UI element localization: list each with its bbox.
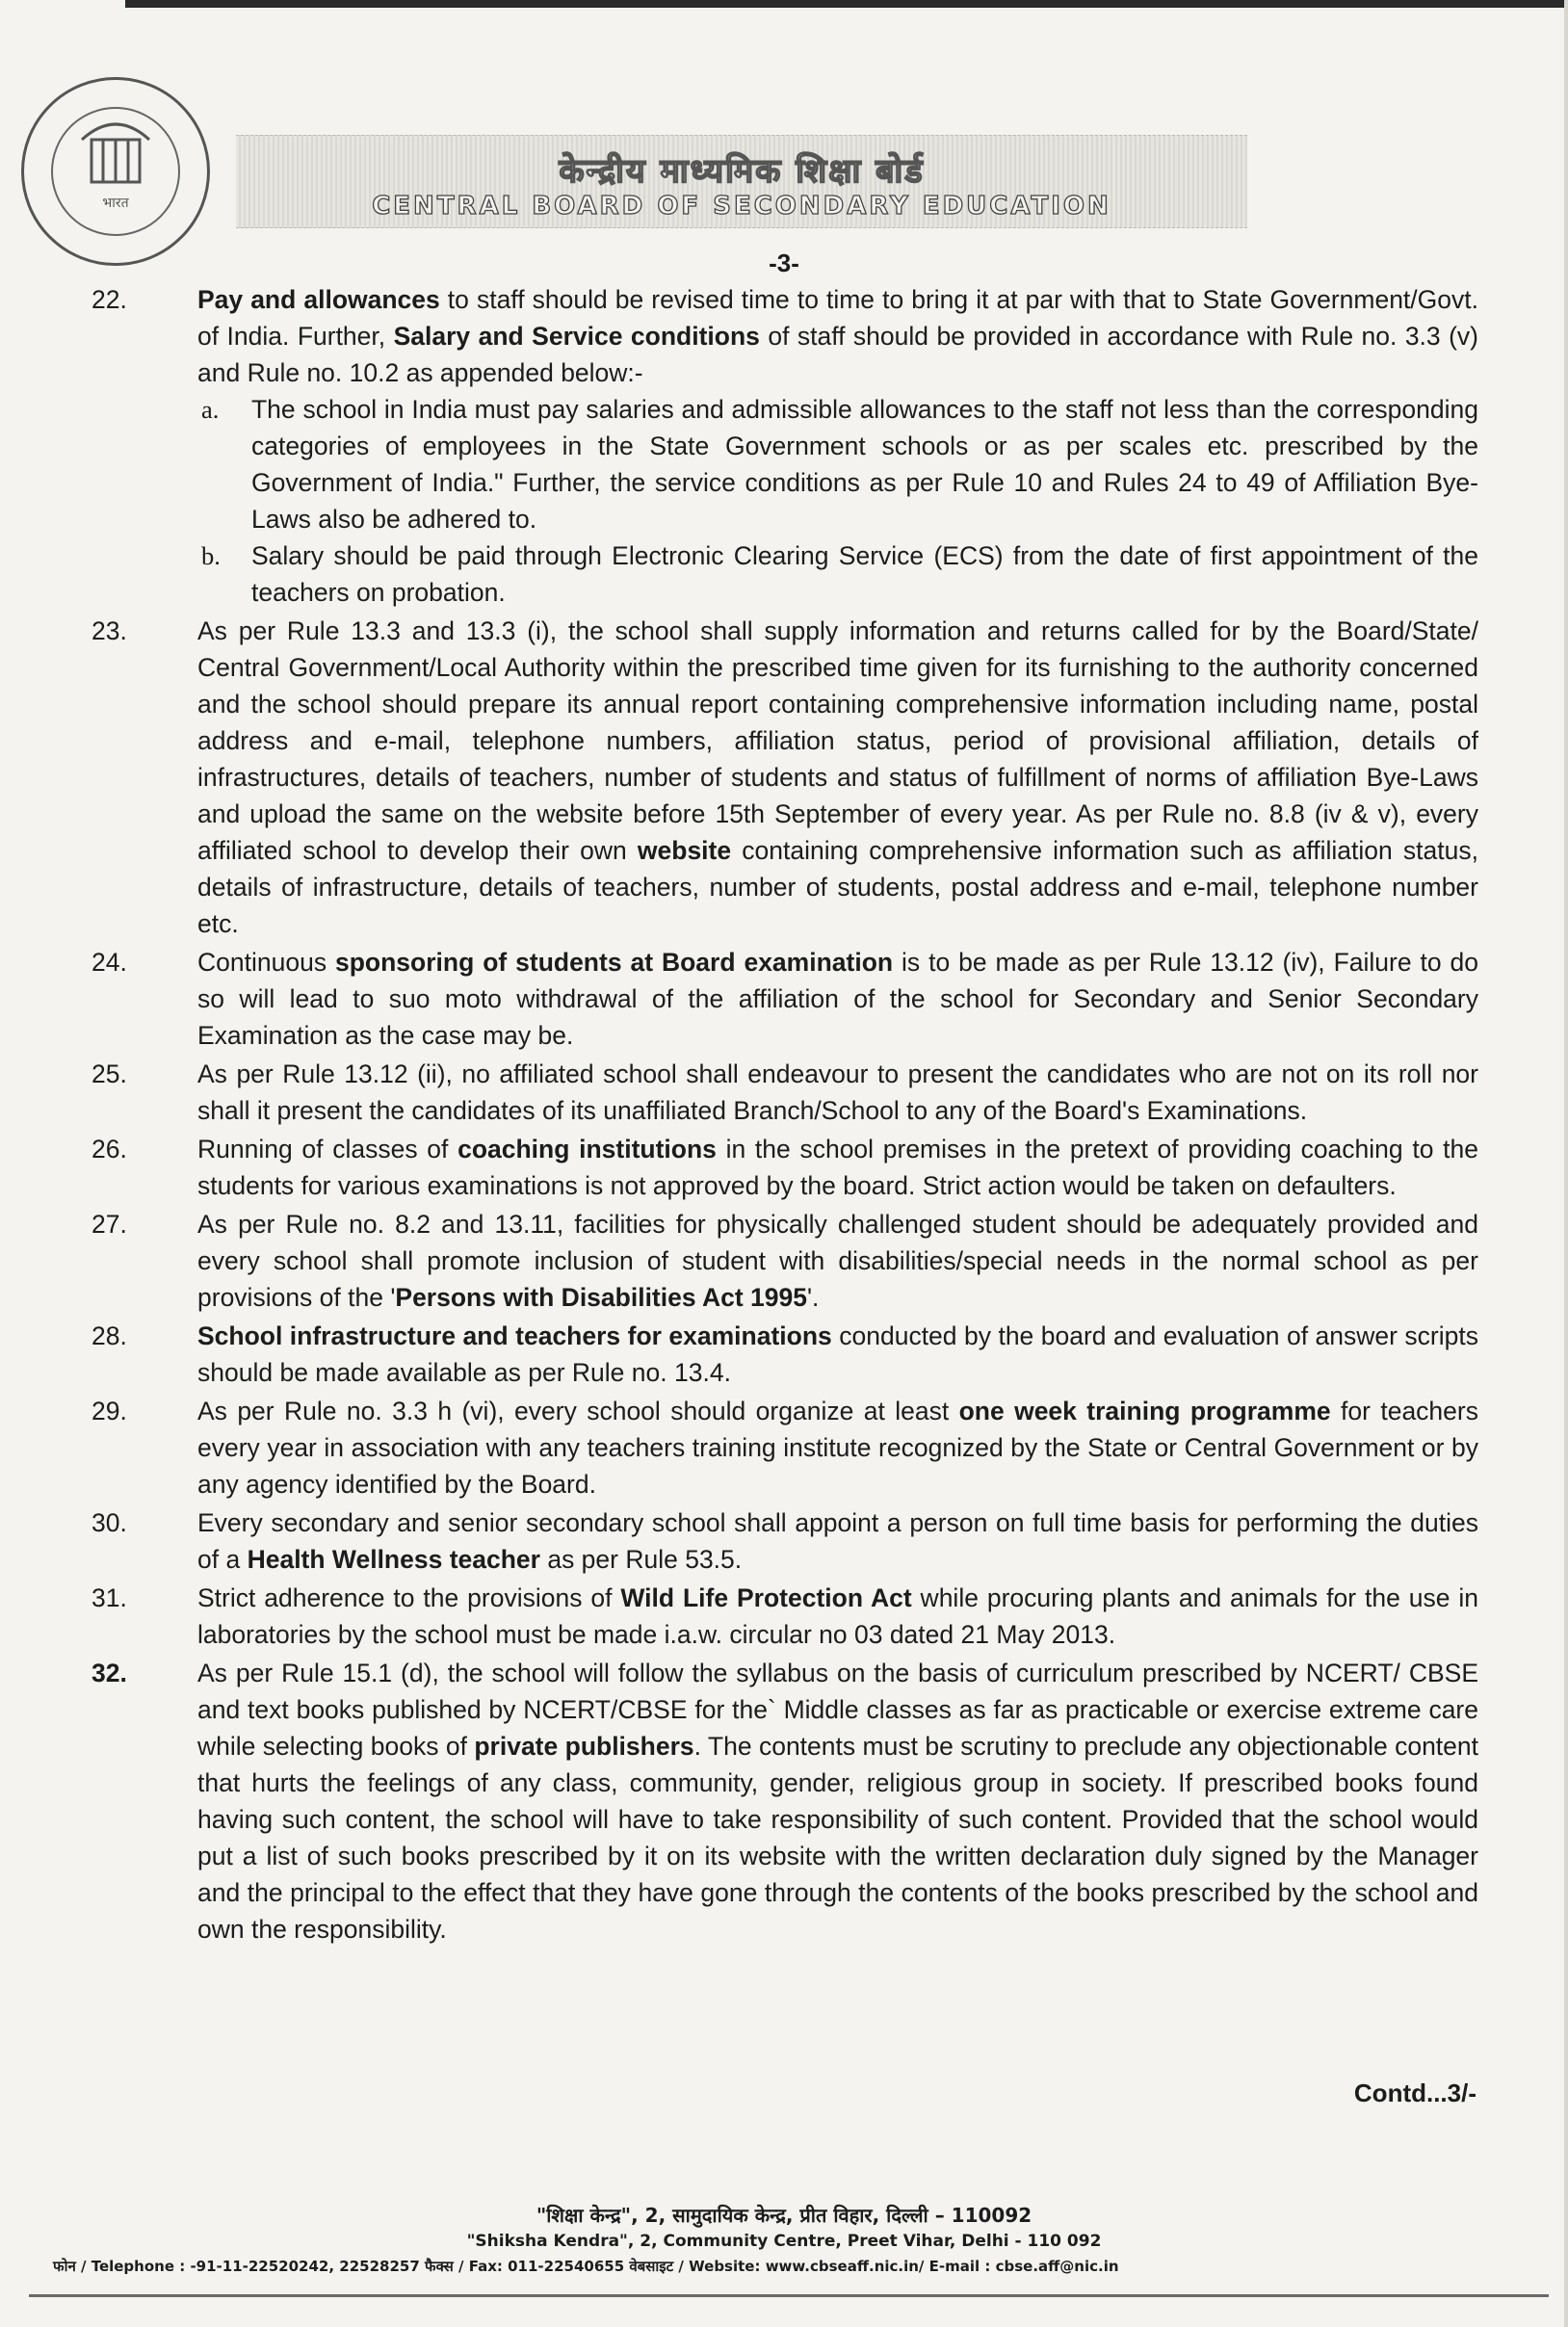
- list-item: [91, 1504, 1478, 1578]
- item-text: Pay and allowances to staff should be revised time to time to bring it at par with that to State Government/Govt. of India. Further, Salary and Service conditions of staff should be provided in accordance with Rule no. 3.3 (v) and Rule no. 10.2 as appended below:-: [197, 285, 1478, 387]
- item-number: 29.: [91, 1397, 127, 1425]
- contact-line: फोन / Telephone : -91-11-22520242, 22528257 फैक्स / Fax: 011-22540655 वेबसाइट / Website: www.cbseaff.nic.in/ E-mail : cbse.aff@nic.in: [53, 2258, 1119, 2275]
- item-text: As per Rule no. 8.2 and 13.11, facilities for physically challenged student should be adequately provided and every school shall promote inclusion of student with disabilities/special needs in the normal school as per provisions of the 'Persons with Disabilities Act 1995'.: [197, 1210, 1478, 1312]
- sub-item: [197, 537, 1478, 611]
- page-number: -3-: [769, 248, 799, 277]
- item-number: 25.: [91, 1059, 127, 1088]
- item-number: 24.: [91, 948, 127, 977]
- item-number: 26.: [91, 1135, 127, 1164]
- item-text: As per Rule 15.1 (d), the school will follow the syllabus on the basis of curriculum prescribed by NCERT/ CBSE and text books published by NCERT/CBSE for the` Middle classes as far as practicable or exercise extreme care while selecting books of private publishers. The contents must be scrutiny to preclude any objectionable content that hurts the feelings of any class, community, gender, religious group in society. If prescribed books found having such content, the school will have to take responsibility of such content. Provided that the school would put a list of such books prescribed by it on its website with the written declaration duly signed by the Manager and the principal to the effect that they have gone through the contents of the books prescribed by the school and own the responsibility.: [197, 1659, 1479, 1944]
- address-english: "Shiksha Kendra", 2, Community Centre, Preet Vihar, Delhi - 110 092: [466, 2232, 1102, 2251]
- footer-address: [0, 2202, 1568, 2279]
- footer-rule: [29, 2294, 1549, 2297]
- letterhead: [0, 0, 1568, 241]
- item-number: 23.: [91, 616, 127, 645]
- item-text: As per Rule no. 3.3 h (vi), every school should organize at least one week training programme for teachers every year in association with any teachers training institute recognized by the State or Central Government or by any agency identified by the Board.: [197, 1397, 1478, 1499]
- item-number: 30.: [91, 1508, 127, 1537]
- item-number: 27.: [91, 1210, 127, 1239]
- board-name-banner: [236, 135, 1247, 228]
- item-number: 31.: [91, 1583, 127, 1612]
- sub-item-letter: a.: [201, 395, 220, 424]
- sub-item-text: The school in India must pay salaries and admissible allowances to the staff not less than the corresponding categories of employees in the State Government schools or as per scales etc. prescribed by the Government of India." Further, the service conditions as per Rule 10 and Rules 24 to 49 of Affiliation Bye-Laws also be adhered to.: [251, 395, 1478, 534]
- page-edge: [1564, 0, 1568, 2327]
- list-item: [91, 1318, 1478, 1391]
- list-item: [91, 1206, 1478, 1316]
- document-body: [91, 281, 1478, 1949]
- board-name-hindi: केन्द्रीय माध्यमिक शिक्षा बोर्ड: [559, 152, 925, 191]
- board-name-english: CENTRAL BOARD OF SECONDARY EDUCATION: [372, 192, 1111, 221]
- list-item: [91, 1655, 1478, 1948]
- item-number: 32.: [91, 1659, 127, 1687]
- item-text: As per Rule 13.3 and 13.3 (i), the school shall supply information and returns called for by the Board/State/ Central Government/Local Authority within the prescribed time given for its furnishing to the authority concerned and the school should prepare its annual report containing comprehensive information including name, postal address and e-mail, telephone numbers, affiliation status, period of provisional affiliation, details of infrastructures, details of teachers, number of students and status of fulfillment of norms of affiliation Bye-Laws and upload the same on the website before 15th September of every year. As per Rule no. 8.8 (iv & v), every affiliated school to develop their own website containing comprehensive information such as affiliation status, details of infrastructure, details of teachers, number of students, postal address and e-mail, telephone number etc.: [197, 616, 1478, 938]
- sub-item-letter: b.: [201, 541, 221, 570]
- address-hindi: "शिक्षा केन्द्र", 2, सामुदायिक केन्द्र, प्रीत विहार, दिल्ली – 110092: [536, 2204, 1032, 2227]
- cbse-seal-logo: [21, 77, 210, 266]
- item-text: Running of classes of coaching institutions in the school premises in the pretext of providing coaching to the students for various examinations is not approved by the board. Strict action would be taken on defaulters.: [197, 1135, 1478, 1200]
- list-item: [91, 613, 1478, 942]
- sub-item: [197, 391, 1478, 537]
- list-item: [91, 281, 1478, 611]
- item-text: Strict adherence to the provisions of Wild Life Protection Act while procuring plants and animals for the use in laboratories by the school must be made i.a.w. circular no 03 dated 21 May 2013.: [197, 1583, 1479, 1649]
- item-number: 28.: [91, 1321, 127, 1350]
- item-text: As per Rule 13.12 (ii), no affiliated school shall endeavour to present the candidates who are not on its roll nor shall it present the candidates of its unaffiliated Branch/School to any of the Board's Examinations.: [197, 1059, 1478, 1125]
- continuation-note: Contd...3/-: [1353, 2079, 1477, 2107]
- item-text: Continuous sponsoring of students at Board examination is to be made as per Rule 13.12 (iv), Failure to do so will lead to suo moto withdrawal of the affiliation of the school for Secondary and Senior Secondary Examination as the case may be.: [197, 948, 1479, 1050]
- list-item: [91, 1393, 1478, 1503]
- item-number: 22.: [91, 285, 127, 314]
- list-item: [91, 1580, 1478, 1653]
- list-item: [91, 944, 1478, 1054]
- lamp-emblem-icon: [24, 80, 207, 263]
- svg-text:भारत: भारत: [102, 196, 129, 211]
- list-item: [91, 1131, 1478, 1204]
- sub-list: [197, 391, 1478, 611]
- item-text: School infrastructure and teachers for examinations conducted by the board and evaluation of answer scripts should be made available as per Rule no. 13.4.: [197, 1321, 1478, 1387]
- sub-item-text: Salary should be paid through Electronic Clearing Service (ECS) from the date of first appointment of the teachers on probation.: [251, 541, 1478, 607]
- item-text: Every secondary and senior secondary school shall appoint a person on full time basis for performing the duties of a Health Wellness teacher as per Rule 53.5.: [197, 1508, 1478, 1574]
- list-item: [91, 1056, 1478, 1129]
